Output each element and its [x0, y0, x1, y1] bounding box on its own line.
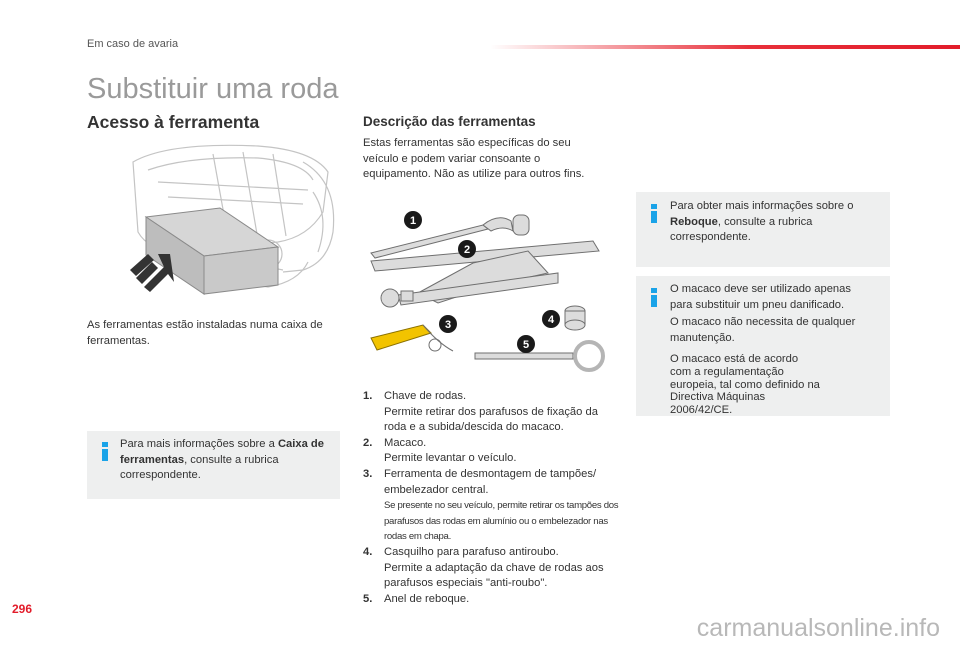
info-icon — [651, 288, 657, 307]
jack-note-2: O macaco não necessita de qualquer manutenção. — [670, 316, 856, 344]
page-number: 296 — [12, 602, 33, 616]
list-item — [363, 389, 623, 436]
list-item-desc: Permite retirar dos parafusos de fixação da roda e a subida/descida do macaco. — [384, 405, 598, 434]
list-item-desc: Permite levantar o veículo. — [384, 452, 517, 465]
list-item-title: Chave de rodas. — [384, 390, 467, 402]
toolbox-caption: As ferramentas estão instaladas numa caixa de ferramentas. — [87, 319, 323, 347]
info-suffix: , consulte a rubrica correspondente. — [120, 453, 279, 481]
callout-1: 1 — [409, 215, 417, 227]
info-text-toolbox — [120, 437, 328, 484]
callout-5: 5 — [522, 339, 530, 351]
section-label: Em caso de avaria — [87, 38, 179, 50]
callout-3: 3 — [444, 319, 452, 331]
header-accent-line — [490, 45, 960, 49]
info-box-towing — [636, 192, 890, 267]
list-item — [363, 436, 623, 467]
list-item-number: 5. — [363, 592, 373, 605]
info-icon — [102, 442, 108, 461]
info-link-toolbox[interactable]: Caixa de ferramentas — [120, 438, 324, 466]
jack-note-3: O macaco está de acordo com a regulamentação europeia, tal como definido na Directiva Máquinas 2006/42/CE. — [670, 353, 820, 417]
heading-tool-description: Descrição das ferramentas — [363, 114, 536, 129]
info-link-towing[interactable]: Reboque — [670, 215, 718, 228]
list-item-number: 4. — [363, 545, 373, 558]
tools-intro: Estas ferramentas são específicas do seu veículo e podem variar consoante o equipamento. Não as utilize para outros fins. — [363, 137, 585, 180]
list-item — [363, 467, 623, 545]
info-prefix: Para mais informações sobre a — [120, 438, 278, 450]
info-box-jack — [636, 276, 890, 416]
callout-4: 4 — [547, 314, 555, 326]
list-item-title: Casquilho para parafuso antiroubo. — [384, 545, 559, 558]
tools-illustration — [363, 203, 625, 373]
callout-2: 2 — [463, 244, 471, 256]
list-item — [363, 592, 623, 608]
list-item-number: 1. — [363, 390, 373, 402]
list-item-number: 2. — [363, 436, 373, 449]
heading-tool-access: Acesso à ferramenta — [87, 112, 260, 132]
list-item-title: Anel de reboque. — [384, 592, 470, 605]
info-text-towing — [670, 199, 875, 246]
info-box-toolbox — [87, 431, 340, 499]
page-title: Substituir uma roda — [87, 73, 339, 105]
list-item-title: Macaco. — [384, 436, 427, 449]
tools-list — [363, 389, 623, 607]
list-item-desc: Permite a adaptação da chave de rodas aos parafusos especiais "anti-roubo". — [384, 561, 604, 590]
info-icon — [651, 204, 657, 223]
list-item-title: Ferramenta de desmontagem de tampões/ embelezador central. — [384, 467, 597, 496]
list-item — [363, 545, 623, 592]
list-item-desc: Se presente no seu veículo, permite retirar os tampões dos parafusos das rodas em alumínio ou o embelezador nas rodas em chapa. — [384, 500, 619, 543]
info-prefix: Para obter mais informações sobre o — [670, 200, 854, 212]
list-item-number: 3. — [363, 467, 373, 480]
jack-note-1: O macaco deve ser utilizado apenas para substituir um pneu danificado. — [670, 283, 851, 311]
seat-toolbox-illustration — [108, 142, 343, 297]
watermark: carmanualsonline.info — [696, 614, 940, 642]
info-suffix: , consulte a rubrica correspondente. — [670, 215, 813, 243]
